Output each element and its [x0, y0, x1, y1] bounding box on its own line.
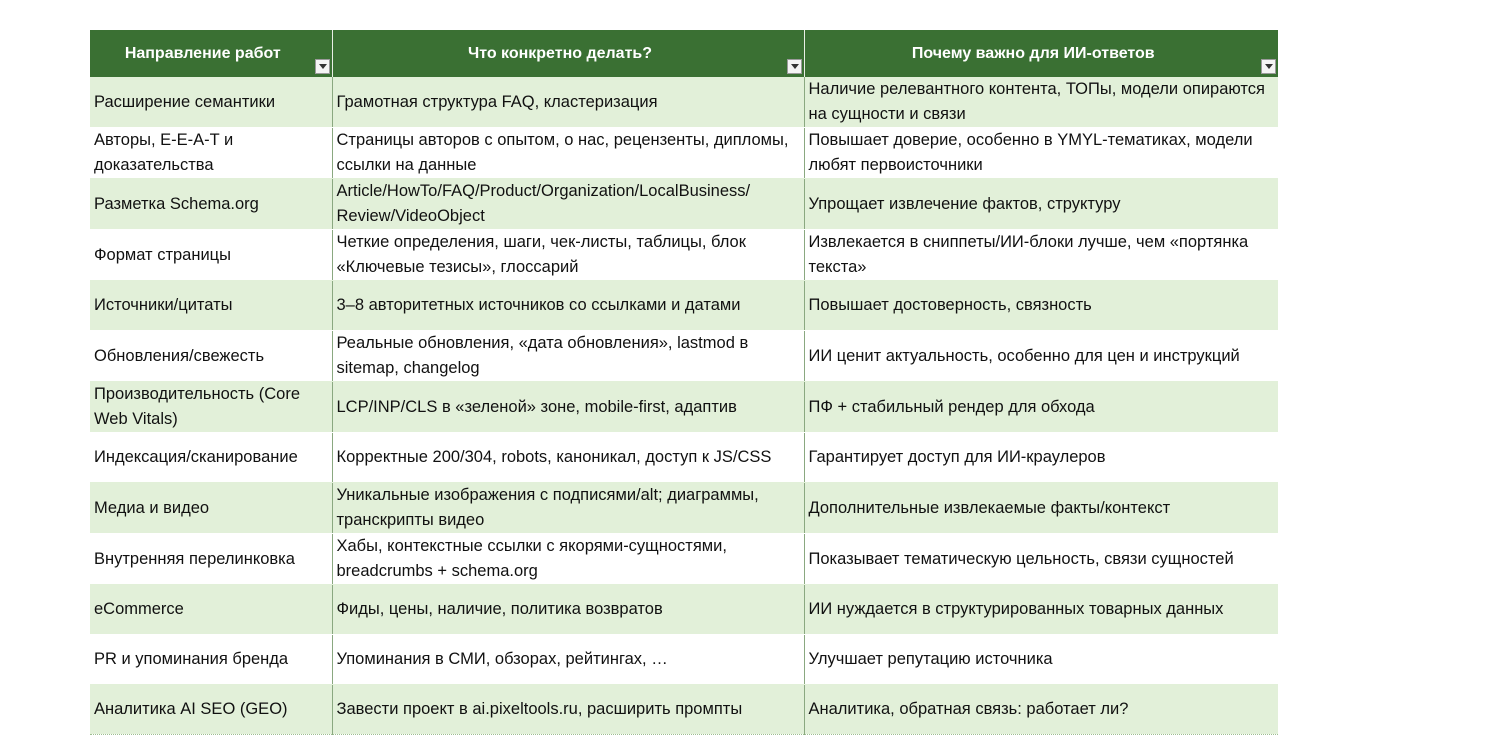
- header-cell-direction[interactable]: [90, 30, 332, 77]
- header-cell-what-to-do[interactable]: [332, 30, 804, 77]
- table-cell[interactable]: Повышает достоверность, связность: [804, 281, 1278, 331]
- header-label: Почему важно для ИИ-ответов: [911, 44, 1155, 62]
- table-cell[interactable]: Внутренняя перелинковка: [90, 534, 332, 585]
- table-cell[interactable]: 3–8 авторитетных источников со ссылками и датами: [332, 281, 804, 331]
- table-cell[interactable]: Реальные обновления, «дата обновления», lastmod в sitemap, changelog: [332, 331, 804, 382]
- table-row: [90, 128, 1278, 179]
- filter-dropdown-icon[interactable]: [1261, 59, 1276, 74]
- table-cell[interactable]: Грамотная структура FAQ, кластеризация: [332, 77, 804, 128]
- table-cell[interactable]: Расширение семантики: [90, 77, 332, 128]
- table-cell[interactable]: Страницы авторов с опытом, о нас, рецензенты, дипломы, ссылки на данные: [332, 128, 804, 179]
- filter-dropdown-icon[interactable]: [787, 59, 802, 74]
- table-cell[interactable]: Гарантирует доступ для ИИ-краулеров: [804, 433, 1278, 483]
- header-label: Что конкретно делать?: [467, 44, 653, 62]
- table-cell[interactable]: Упрощает извлечение фактов, структуру: [804, 179, 1278, 230]
- table-cell[interactable]: Дополнительные извлекаемые факты/контекст: [804, 483, 1278, 534]
- table-cell[interactable]: Авторы, E-E-A-T и доказательства: [90, 128, 332, 179]
- table-cell[interactable]: Article/HowTo/FAQ/Product/Organization/LocalBusiness/ Review/VideoObject: [332, 179, 804, 230]
- header-cell-why-important[interactable]: [804, 30, 1278, 77]
- table-cell[interactable]: Хабы, контекстные ссылки с якорями-сущностями, breadcrumbs + schema.org: [332, 534, 804, 585]
- header-row: [90, 30, 1278, 77]
- table-cell[interactable]: Источники/цитаты: [90, 281, 332, 331]
- table-row: [90, 331, 1278, 382]
- table-cell[interactable]: Четкие определения, шаги, чек-листы, таблицы, блок «Ключевые тезисы», глоссарий: [332, 230, 804, 281]
- table-cell[interactable]: Повышает доверие, особенно в YMYL-тематиках, модели любят первоисточники: [804, 128, 1278, 179]
- table-cell[interactable]: Медиа и видео: [90, 483, 332, 534]
- table-cell[interactable]: ИИ ценит актуальность, особенно для цен и инструкций: [804, 331, 1278, 382]
- table-row: [90, 585, 1278, 635]
- table-cell[interactable]: Обновления/свежесть: [90, 331, 332, 382]
- table-cell[interactable]: Извлекается в сниппеты/ИИ-блоки лучше, чем «портянка текста»: [804, 230, 1278, 281]
- table-cell[interactable]: Производительность (Core Web Vitals): [90, 382, 332, 433]
- table-cell[interactable]: Улучшает репутацию источника: [804, 635, 1278, 685]
- table-cell[interactable]: LCP/INP/CLS в «зеленой» зоне, mobile-first, адаптив: [332, 382, 804, 433]
- table-cell[interactable]: Разметка Schema.org: [90, 179, 332, 230]
- table-row: [90, 179, 1278, 230]
- table-cell[interactable]: Индексация/сканирование: [90, 433, 332, 483]
- data-table: [90, 30, 1278, 735]
- table-cell[interactable]: Аналитика, обратная связь: работает ли?: [804, 685, 1278, 735]
- table-cell[interactable]: Корректные 200/304, robots, каноникал, доступ к JS/CSS: [332, 433, 804, 483]
- table-row: [90, 281, 1278, 331]
- table-cell[interactable]: ПФ + стабильный рендер для обхода: [804, 382, 1278, 433]
- table-cell[interactable]: Наличие релевантного контента, ТОПы, модели опираются на сущности и связи: [804, 77, 1278, 128]
- table-header: [90, 30, 1278, 77]
- table-row: [90, 483, 1278, 534]
- table-cell[interactable]: Уникальные изображения с подписями/alt; диаграммы, транскрипты видео: [332, 483, 804, 534]
- table-cell[interactable]: Формат страницы: [90, 230, 332, 281]
- filter-dropdown-icon[interactable]: [315, 59, 330, 74]
- table-cell[interactable]: Упоминания в СМИ, обзорах, рейтингах, …: [332, 635, 804, 685]
- table-row: [90, 77, 1278, 128]
- table-row: [90, 685, 1278, 735]
- table-row: [90, 433, 1278, 483]
- table-row: [90, 534, 1278, 585]
- table-cell[interactable]: Завести проект в ai.pixeltools.ru, расширить промпты: [332, 685, 804, 735]
- table-row: [90, 382, 1278, 433]
- table-cell[interactable]: Аналитика AI SEO (GEO): [90, 685, 332, 735]
- table-body: [90, 77, 1278, 735]
- table-cell[interactable]: Фиды, цены, наличие, политика возвратов: [332, 585, 804, 635]
- header-label: Направление работ: [124, 44, 281, 62]
- table-row: [90, 635, 1278, 685]
- spreadsheet-table-region: [90, 30, 1278, 735]
- table-row: [90, 230, 1278, 281]
- table-cell[interactable]: PR и упоминания бренда: [90, 635, 332, 685]
- table-cell[interactable]: ИИ нуждается в структурированных товарных данных: [804, 585, 1278, 635]
- table-cell[interactable]: Показывает тематическую цельность, связи сущностей: [804, 534, 1278, 585]
- table-cell[interactable]: eCommerce: [90, 585, 332, 635]
